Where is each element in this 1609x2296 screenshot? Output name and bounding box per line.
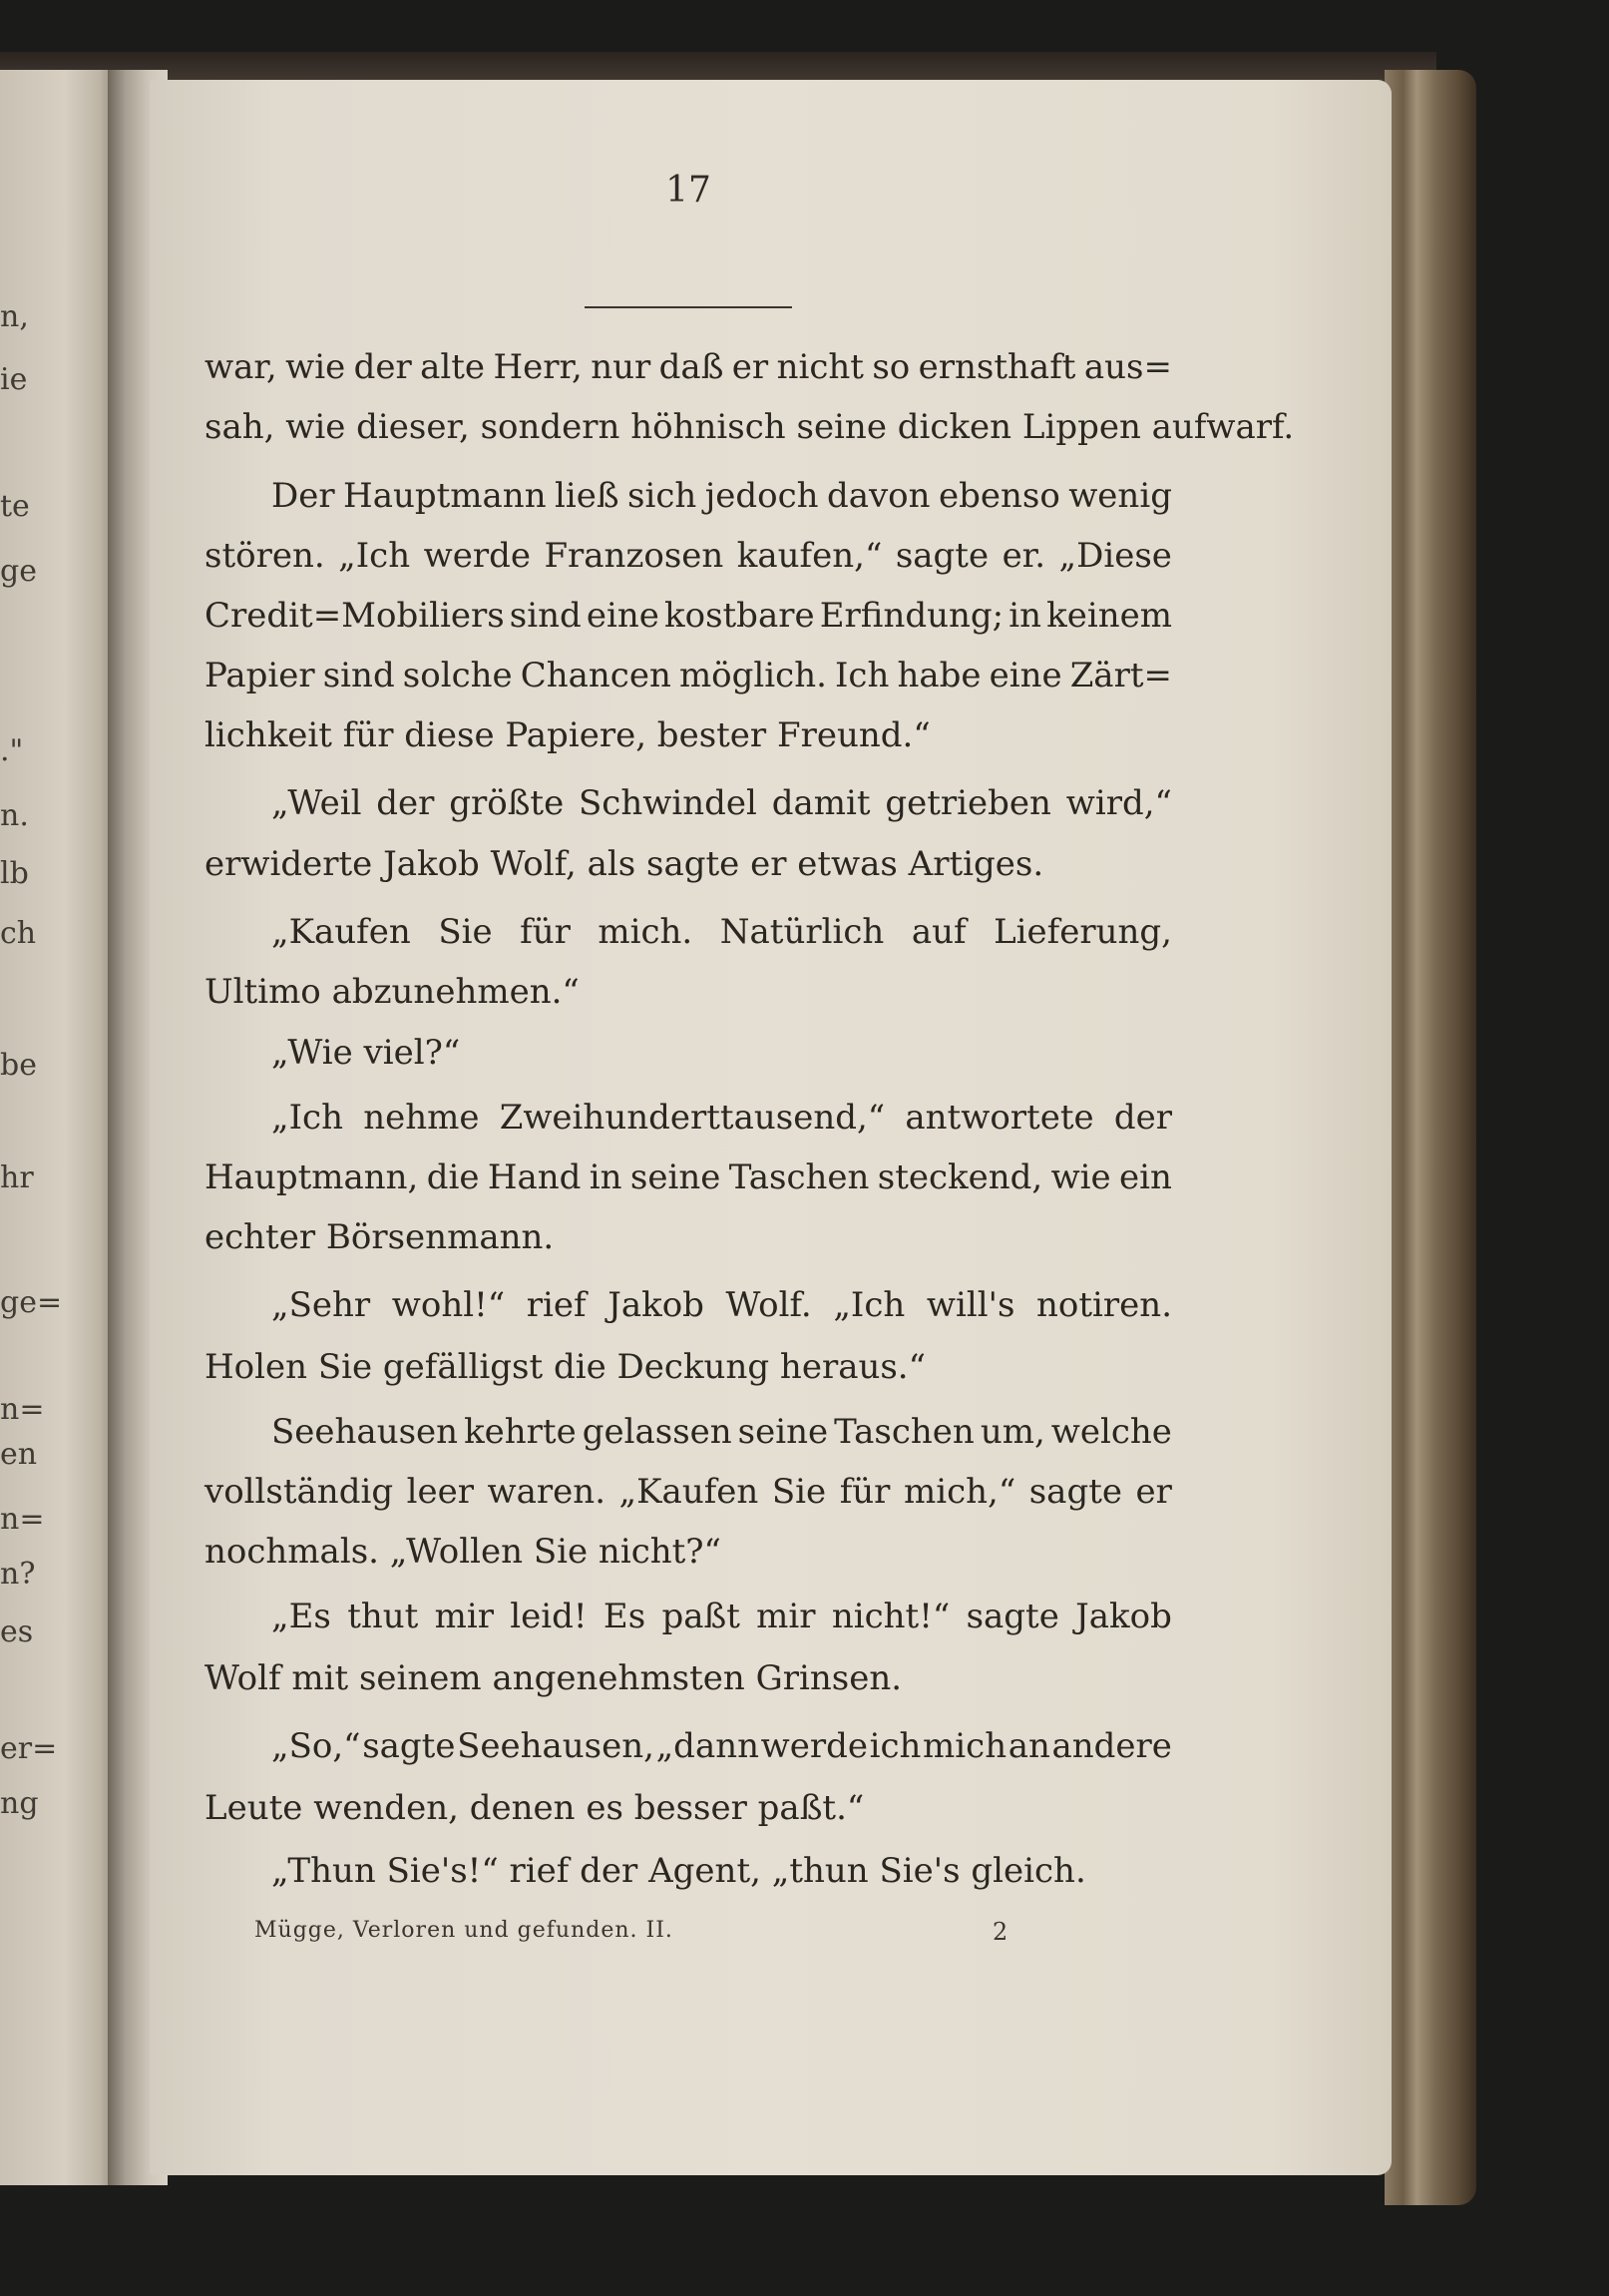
text-line: „Es thut mir leid! Es paßt mir nicht!“ sagte Jakob <box>271 1597 1172 1636</box>
text-line: vollständig leer waren. „Kaufen Sie für mich,“ sagte er <box>204 1472 1172 1512</box>
margin-fragment: es <box>0 1614 34 1649</box>
text-line: Credit=Mobiliers sind eine kostbare Erfindung; in keinem <box>204 596 1172 636</box>
text-line: lichkeit für diese Papiere, bester Freund.“ <box>204 715 931 755</box>
text-line: „So,“ sagte Seehausen, „dann werde ich mich an andere <box>271 1726 1172 1766</box>
text-line: Wolf mit seinem angenehmsten Grinsen. <box>204 1658 903 1698</box>
text-line: Papier sind solche Chancen möglich. Ich habe eine Zärt= <box>204 656 1172 695</box>
margin-fragment: ge <box>0 554 37 589</box>
left-page <box>0 70 118 2185</box>
text-line: „Kaufen Sie für mich. Natürlich auf Lieferung, <box>271 912 1172 952</box>
text-line: Holen Sie gefälligst die Deckung heraus.“ <box>204 1347 926 1387</box>
text-line: „Weil der größte Schwindel damit getrieben wird,“ <box>271 783 1172 823</box>
left-page-margin-fragments <box>0 70 118 2185</box>
margin-fragment: hr <box>0 1160 34 1195</box>
margin-fragment: ng <box>0 1786 39 1821</box>
text-line: nochmals. „Wollen Sie nicht?“ <box>204 1532 721 1572</box>
margin-fragment: er= <box>0 1731 58 1766</box>
text-line: war, wie der alte Herr, nur daß er nicht so ernsthaft aus= <box>204 347 1172 387</box>
text-line: sah, wie dieser, sondern höhnisch seine dicken Lippen aufwarf. <box>204 407 1295 447</box>
text-line: „Ich nehme Zweihunderttausend,“ antwortete der <box>271 1098 1172 1138</box>
margin-fragment: n= <box>0 1392 45 1427</box>
page-number: 17 <box>665 170 711 211</box>
text-line: Hauptmann, die Hand in seine Taschen steckend, wie ein <box>204 1157 1172 1197</box>
margin-fragment: ." <box>0 733 24 768</box>
margin-fragment: n= <box>0 1502 45 1537</box>
margin-fragment: lb <box>0 856 29 891</box>
book-page-edges <box>1385 70 1476 2205</box>
margin-fragment: en <box>0 1437 38 1472</box>
header-rule <box>585 306 792 308</box>
margin-fragment: ie <box>0 362 28 397</box>
margin-fragment: n, <box>0 299 29 334</box>
footer-signature-line: Mügge, Verloren und gefunden. II. <box>254 1918 673 1943</box>
margin-fragment: n. <box>0 798 29 833</box>
text-line: „Thun Sie's!“ rief der Agent, „thun Sie's gleich. <box>271 1851 1086 1891</box>
margin-fragment: n? <box>0 1557 36 1592</box>
margin-fragment: ch <box>0 916 37 951</box>
text-line: Seehausen kehrte gelassen seine Taschen um, welche <box>271 1412 1172 1452</box>
text-line: „Sehr wohl!“ rief Jakob Wolf. „Ich will's notiren. <box>271 1285 1172 1325</box>
margin-fragment: ge= <box>0 1285 63 1320</box>
margin-fragment: be <box>0 1048 37 1083</box>
margin-fragment: te <box>0 489 30 524</box>
text-line: erwiderte Jakob Wolf, als sagte er etwas Artiges. <box>204 844 1044 884</box>
text-line: stören. „Ich werde Franzosen kaufen,“ sagte er. „Diese <box>204 536 1172 576</box>
text-line: echter Börsenmann. <box>204 1217 555 1257</box>
text-line: Der Hauptmann ließ sich jedoch davon ebenso wenig <box>271 476 1172 516</box>
signature-mark: 2 <box>993 1918 1008 1946</box>
text-line: „Wie viel?“ <box>271 1033 461 1073</box>
text-line: Leute wenden, denen es besser paßt.“ <box>204 1788 865 1828</box>
text-line: Ultimo abzunehmen.“ <box>204 972 580 1012</box>
